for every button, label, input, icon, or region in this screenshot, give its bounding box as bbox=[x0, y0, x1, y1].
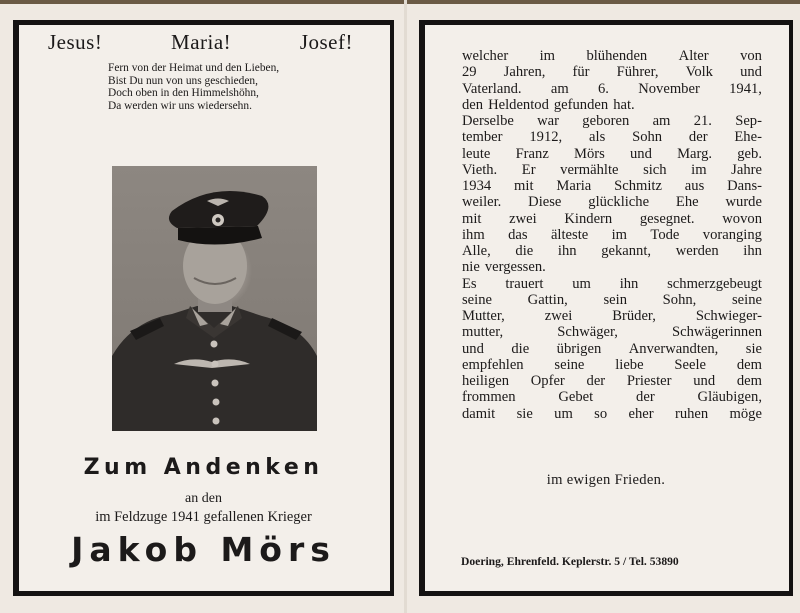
biography-word: Alle, bbox=[462, 243, 491, 259]
biography-word: hat. bbox=[613, 96, 635, 113]
biography-word: Es bbox=[462, 275, 477, 292]
biography-word: möge bbox=[729, 405, 762, 422]
biography-word: seine bbox=[732, 291, 762, 308]
biography-word: so bbox=[594, 405, 608, 422]
biography-word: Ehe bbox=[675, 194, 699, 211]
biography-word: zwei bbox=[509, 210, 537, 227]
biography-word: empfehlen bbox=[462, 356, 524, 373]
biography-word: Schwägerinnen bbox=[672, 324, 762, 341]
biography-word: sich bbox=[643, 161, 667, 178]
biography-word: mit bbox=[462, 210, 482, 227]
closing-line: im ewigen Frieden. bbox=[546, 472, 666, 488]
biography-word: welcher bbox=[462, 48, 509, 64]
biography-word: im bbox=[611, 226, 628, 243]
printer-imprint: Doering, Ehrenfeld. Keplerstr. 5 / Tel. 53890 bbox=[461, 555, 679, 568]
biography-word: Seele bbox=[674, 356, 707, 373]
biography-word: am bbox=[550, 80, 569, 97]
biography-line bbox=[462, 227, 762, 243]
biography-word: blühenden bbox=[586, 48, 648, 64]
biography-word: Priester bbox=[626, 373, 672, 389]
biography-word: Schwäger, bbox=[557, 324, 618, 341]
biography-line bbox=[462, 276, 762, 292]
biography-word: Marg. bbox=[677, 145, 713, 162]
biography-word: Sohn, bbox=[662, 291, 697, 308]
card-top-edge bbox=[0, 0, 800, 4]
biography-line bbox=[462, 389, 762, 405]
biography-word: um bbox=[572, 275, 591, 292]
biography-word: Jahre bbox=[731, 161, 762, 178]
biography-word: Gläubigen, bbox=[697, 389, 762, 406]
biography-line bbox=[462, 129, 762, 145]
biography-word: Derselbe bbox=[462, 113, 514, 129]
biography-word: gesegnet. bbox=[639, 210, 695, 227]
biography-word: 29 bbox=[462, 64, 477, 81]
biography-word: aus bbox=[684, 178, 705, 194]
biography-word: Vaterland. bbox=[462, 80, 522, 97]
biography-word: 1934 bbox=[462, 178, 492, 194]
biography-word: Opfer bbox=[530, 373, 565, 389]
biography-line bbox=[462, 308, 762, 324]
biography-word: schmerzgebeugt bbox=[667, 275, 762, 292]
biography-line bbox=[462, 292, 762, 308]
biography-word: werden bbox=[675, 243, 719, 259]
biography-line bbox=[462, 64, 762, 80]
biography-word: Vieth. bbox=[462, 161, 498, 178]
memorial-dedication: im Feldzuge 1941 gefallenen Krieger bbox=[95, 509, 312, 525]
biography-word: ihn bbox=[557, 243, 577, 259]
biography-line bbox=[462, 406, 762, 422]
biography-word: für bbox=[572, 64, 590, 81]
biography-word: Diese bbox=[528, 194, 562, 211]
biography-line bbox=[462, 324, 762, 340]
card-fold-line bbox=[404, 0, 407, 613]
poem-line: Bist Du nun von uns geschieden, bbox=[108, 74, 258, 87]
biography-line bbox=[462, 162, 762, 178]
biography-word: wurde bbox=[725, 194, 762, 211]
biography-word: dem bbox=[736, 356, 762, 373]
biography-word: Sep- bbox=[735, 113, 762, 129]
biography-word: die bbox=[515, 243, 534, 259]
biography-word: Tode bbox=[650, 226, 680, 243]
biography-word: Führer, bbox=[616, 64, 659, 81]
biography-word: der bbox=[636, 389, 655, 406]
biography-word: damit bbox=[462, 405, 496, 422]
biography-word: Franz bbox=[515, 145, 549, 162]
biography-line bbox=[462, 373, 762, 389]
biography-word: Volk bbox=[685, 64, 713, 81]
biography-word: ihn bbox=[619, 275, 639, 292]
biography-line bbox=[462, 81, 762, 97]
biography-word: nie bbox=[462, 259, 480, 276]
biography-word: 21. bbox=[693, 113, 712, 129]
biography-word: sie bbox=[516, 405, 533, 422]
biography-line bbox=[462, 113, 762, 129]
biography-word: Gebet bbox=[558, 389, 594, 406]
biography-word: um bbox=[554, 405, 573, 422]
biography-text bbox=[462, 48, 762, 422]
biography-word: Heldentod bbox=[488, 96, 549, 113]
biography-word: 1912, bbox=[529, 129, 563, 146]
biography-word: zwei bbox=[544, 308, 573, 324]
biography-word: Mörs bbox=[573, 145, 605, 162]
biography-word: das bbox=[508, 226, 528, 243]
biography-word: Brüder, bbox=[612, 308, 656, 324]
biography-word: am bbox=[652, 113, 671, 129]
biography-word: mutter, bbox=[462, 324, 504, 341]
biography-word: vergessen. bbox=[484, 259, 546, 276]
biography-line bbox=[462, 146, 762, 162]
biography-word: Kindern bbox=[564, 210, 613, 227]
invocation-jesus: Jesus! bbox=[48, 30, 103, 54]
biography-word: und bbox=[740, 64, 762, 81]
biography-word: November bbox=[638, 80, 700, 97]
biography-word: 1941, bbox=[729, 80, 762, 97]
invocation-josef: Josef! bbox=[299, 30, 353, 54]
biography-word: sein bbox=[603, 291, 627, 308]
biography-word: Jahren, bbox=[503, 64, 546, 81]
biography-word: der bbox=[688, 129, 708, 146]
biography-word: die bbox=[511, 340, 530, 357]
biography-word: Maria bbox=[556, 178, 592, 194]
biography-line bbox=[462, 194, 762, 210]
biography-word: wovon bbox=[722, 210, 762, 227]
biography-word: älteste bbox=[550, 226, 589, 243]
biography-word: und bbox=[629, 145, 652, 162]
biography-word: ihm bbox=[462, 226, 485, 243]
biography-word: den bbox=[462, 96, 484, 113]
biography-word: und bbox=[693, 373, 716, 389]
biography-line bbox=[462, 48, 762, 64]
biography-word: Ehe- bbox=[734, 129, 762, 146]
biography-word: Schwieger- bbox=[695, 308, 762, 324]
biography-word: liebe bbox=[615, 356, 644, 373]
biography-line bbox=[462, 97, 762, 113]
biography-word: Gattin, bbox=[527, 291, 568, 308]
biography-line bbox=[462, 178, 762, 194]
biography-word: als bbox=[589, 129, 606, 146]
biography-word: ruhen bbox=[674, 405, 709, 422]
biography-word: übrigen bbox=[556, 340, 602, 357]
biography-word: ihn bbox=[743, 243, 762, 259]
biography-word: und bbox=[462, 340, 484, 357]
invocation-line bbox=[48, 30, 353, 55]
biography-word: Alter bbox=[678, 48, 709, 64]
biography-word: war bbox=[537, 113, 560, 129]
biography-word: sie bbox=[745, 340, 762, 357]
biography-word: frommen bbox=[462, 389, 516, 406]
biography-word: von bbox=[740, 48, 762, 64]
biography-word: eher bbox=[628, 405, 654, 422]
invocation-maria: Maria! bbox=[171, 30, 232, 54]
portrait-soldier-photo bbox=[112, 166, 317, 431]
deceased-name: Jakob Mörs bbox=[71, 530, 336, 569]
biography-word: weiler. bbox=[462, 194, 502, 211]
biography-word: seine bbox=[554, 356, 585, 373]
biography-word: 6. bbox=[597, 80, 609, 97]
biography-line bbox=[462, 357, 762, 373]
biography-word: seine bbox=[462, 291, 492, 308]
soldier-portrait-drawing bbox=[112, 166, 317, 431]
biography-word: im bbox=[691, 161, 707, 178]
biography-word: gefunden bbox=[553, 96, 609, 113]
biography-word: gekannt, bbox=[601, 243, 652, 259]
biography-word: vermählte bbox=[560, 161, 619, 178]
biography-line bbox=[462, 259, 762, 275]
biography-word: Anverwandten, bbox=[628, 340, 719, 357]
biography-word: Schmitz bbox=[614, 178, 662, 194]
biography-word: geb. bbox=[737, 145, 762, 162]
biography-word: trauert bbox=[505, 275, 544, 292]
biography-line bbox=[462, 243, 762, 259]
biography-word: Sohn bbox=[632, 129, 663, 146]
poem-line: Da werden wir uns wiedersehn. bbox=[108, 99, 252, 112]
biography-word: tember bbox=[462, 129, 503, 146]
poem-line: Doch oben in den Himmelshöhn, bbox=[108, 87, 259, 100]
biography-word: leute bbox=[462, 145, 491, 162]
biography-word: der bbox=[586, 373, 606, 389]
biography-word: heiligen bbox=[462, 373, 510, 389]
biography-word: Er bbox=[521, 161, 536, 178]
memorial-heading: Zum Andenken bbox=[83, 455, 324, 480]
biography-line bbox=[462, 211, 762, 227]
biography-word: mit bbox=[514, 178, 534, 194]
memorial-poem bbox=[108, 62, 279, 112]
poem-line: Fern von der Heimat und den Lieben, bbox=[108, 62, 280, 74]
biography-word: Mutter, bbox=[462, 308, 505, 324]
biography-word: Dans- bbox=[727, 178, 762, 194]
biography-word: geboren bbox=[582, 113, 630, 129]
memorial-subheading: an den bbox=[185, 491, 222, 506]
biography-line bbox=[462, 341, 762, 357]
biography-word: im bbox=[539, 48, 556, 64]
biography-word: dem bbox=[736, 373, 762, 389]
biography-word: voranging bbox=[702, 226, 762, 243]
biography-word: glückliche bbox=[588, 194, 650, 211]
